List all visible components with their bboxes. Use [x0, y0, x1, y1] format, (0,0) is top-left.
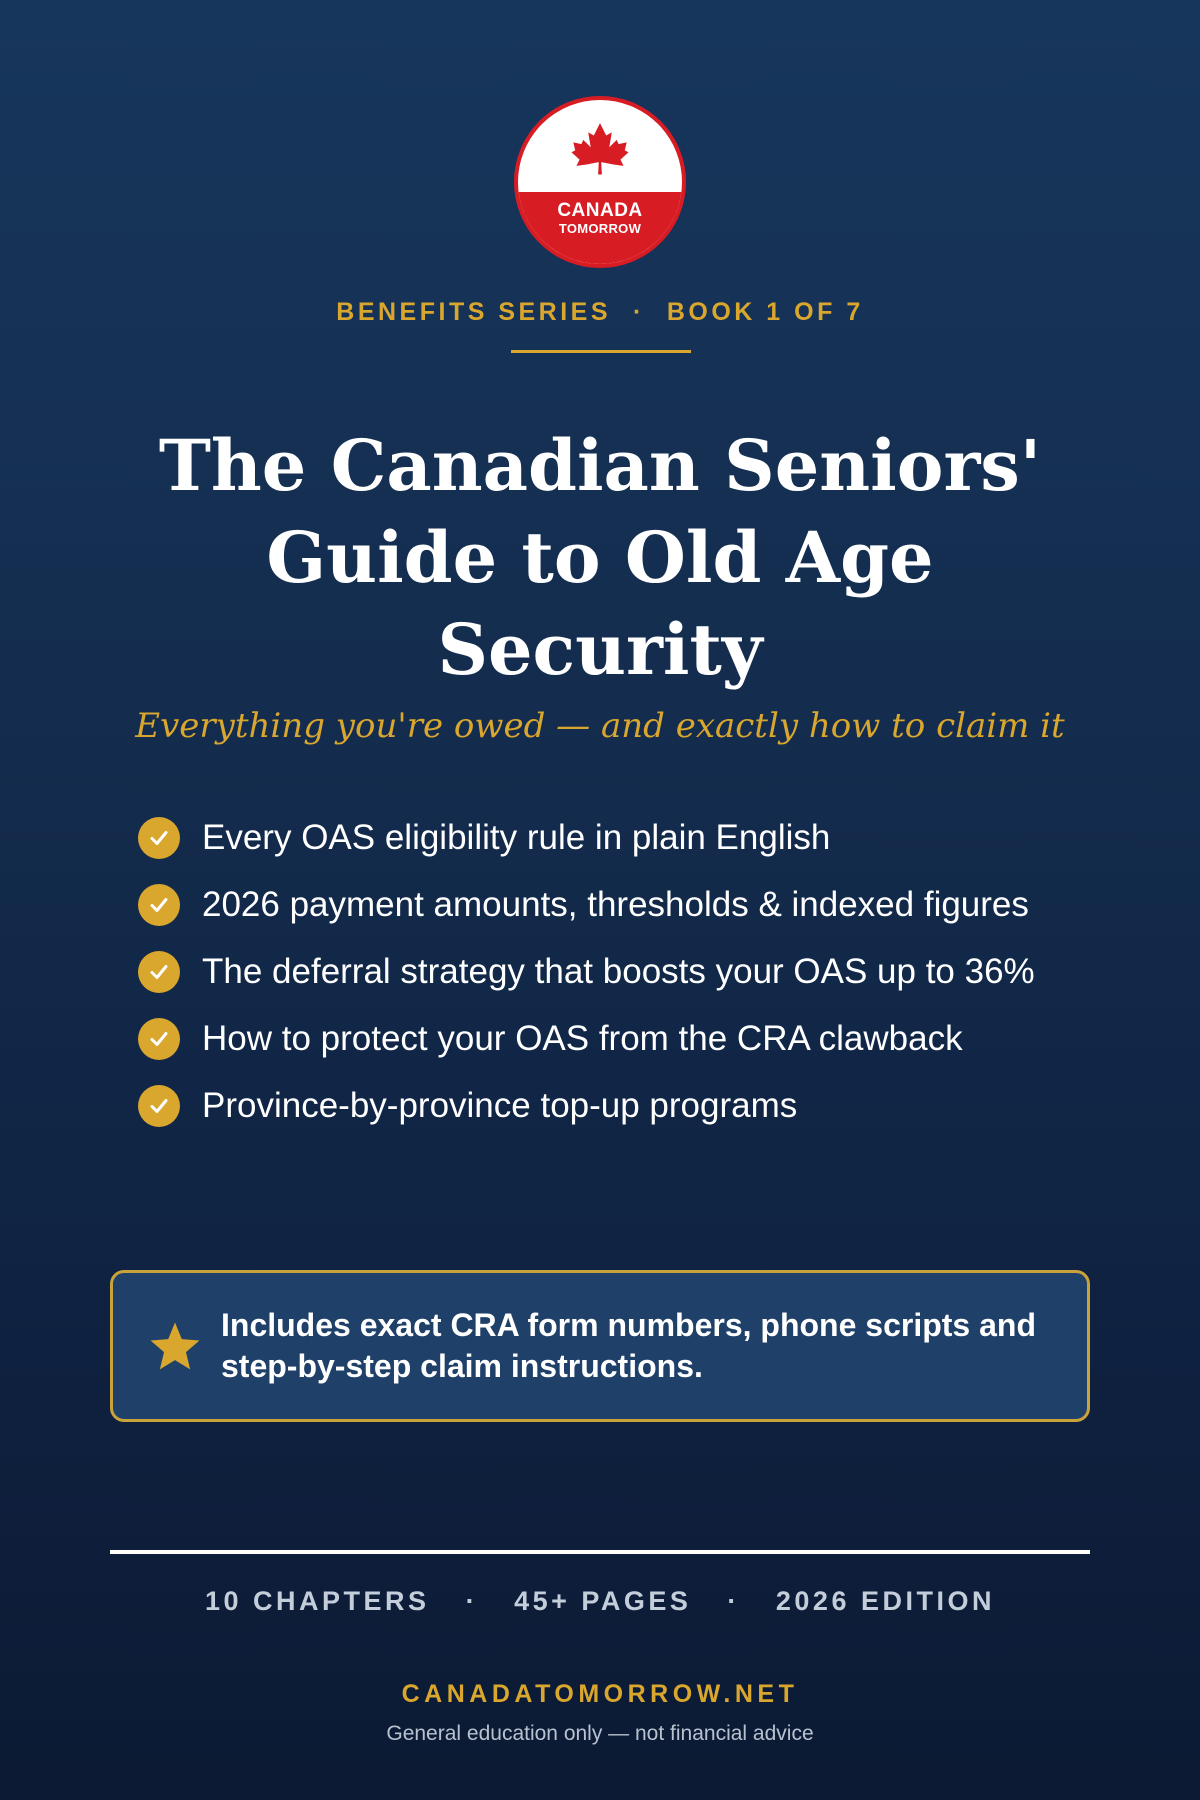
- stat-pages: 45+ PAGES: [514, 1586, 692, 1616]
- check-icon: [138, 1085, 180, 1127]
- feature-text: The deferral strategy that boosts your OAS up to 36%: [202, 951, 1035, 991]
- website-link: CANADATOMORROW.NET: [401, 1680, 799, 1708]
- series-separator: ·: [633, 298, 645, 326]
- title-line-2: Guide to Old Age: [266, 516, 934, 599]
- feature-item: [138, 804, 1138, 871]
- stat-edition: 2026 EDITION: [775, 1586, 995, 1616]
- logo-text-canada: CANADA: [557, 200, 643, 221]
- book-title: [80, 420, 1120, 696]
- book-stats: [0, 1586, 1200, 1617]
- feature-text: Every OAS eligibility rule in plain English: [202, 817, 831, 857]
- feature-text: How to protect your OAS from the CRA clawback: [202, 1018, 963, 1058]
- footer-divider: [110, 1550, 1090, 1554]
- feature-item: [138, 871, 1138, 938]
- highlight-callout: [110, 1270, 1090, 1422]
- maple-leaf-icon: [569, 120, 631, 182]
- series-name: BENEFITS SERIES: [336, 298, 612, 326]
- check-icon: [138, 1018, 180, 1060]
- feature-list: [138, 804, 1138, 1139]
- stats-separator: ·: [465, 1586, 479, 1616]
- feature-text: 2026 payment amounts, thresholds & indexed figures: [202, 884, 1029, 924]
- feature-item: [138, 1005, 1138, 1072]
- book-subtitle: Everything you're owed — and exactly how to claim it: [135, 706, 1065, 746]
- feature-item: [138, 1072, 1138, 1139]
- disclaimer: General education only — not financial advice: [386, 1722, 814, 1745]
- series-divider: [511, 350, 691, 353]
- series-label: [0, 298, 1200, 327]
- feature-item: [138, 938, 1138, 1005]
- star-icon: [147, 1319, 203, 1375]
- feature-text: Province-by-province top-up programs: [202, 1085, 798, 1125]
- check-icon: [138, 817, 180, 859]
- series-book-number: BOOK 1 OF 7: [666, 298, 864, 326]
- stat-chapters: 10 CHAPTERS: [205, 1586, 430, 1616]
- title-line-3: Security: [437, 608, 763, 691]
- check-icon: [138, 884, 180, 926]
- canada-tomorrow-logo: [514, 96, 686, 268]
- callout-text: Includes exact CRA form numbers, phone scripts and step-by-step claim instructions.: [221, 1307, 1036, 1384]
- logo-text-tomorrow: TOMORROW: [558, 221, 642, 236]
- check-icon: [138, 951, 180, 993]
- stats-separator: ·: [727, 1586, 740, 1616]
- title-line-1: The Canadian Seniors': [158, 424, 1042, 507]
